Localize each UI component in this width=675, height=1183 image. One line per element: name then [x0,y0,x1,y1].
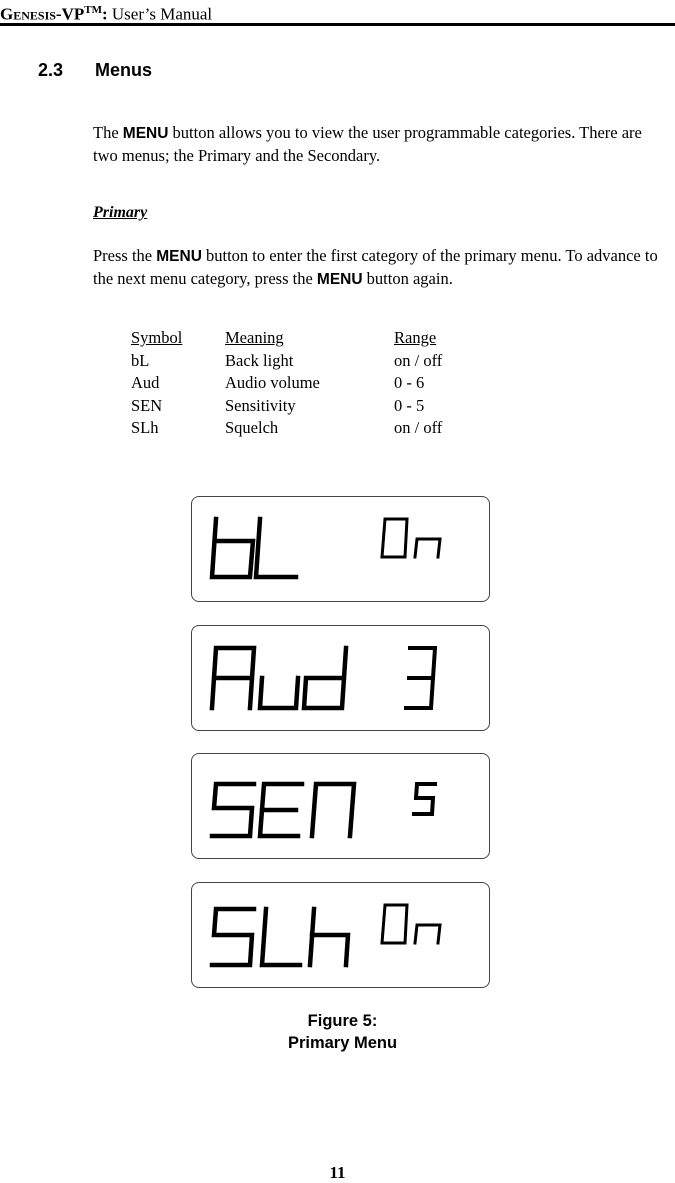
section-title: Menus [95,60,153,80]
table-cell: Back light [225,350,294,370]
col-header-meaning: Meaning [225,328,284,347]
lcd-label: SEN [194,756,196,757]
table-cell: on / off [394,418,443,437]
lcd-segments [192,883,491,989]
table-cell: SEN [131,395,163,415]
lcd-label: SLh [194,885,196,886]
table-cell: 0 - 5 [394,395,425,415]
running-header [0,0,675,26]
lcd-label: Aud [194,628,196,629]
table-header-row [131,327,531,350]
lcd-label: bL [194,499,196,500]
table-cell: 0 - 6 [394,373,425,392]
lcd-segments [192,626,491,732]
table-row [131,417,531,440]
menu-table [131,327,531,440]
lcd-value: 3 [194,630,195,631]
intro-paragraph [93,122,663,167]
product-name: Genesis-VP [0,4,85,24]
menu-keyword: MENU [316,271,363,288]
col-header-symbol: Symbol [131,328,183,347]
primary-text-1: Press the [93,246,157,265]
lcd-value: 5 [194,758,195,759]
lcd-value: On [194,501,196,502]
manual-title: User’s Manual [111,4,213,24]
primary-text-2: button to enter the first category of the primary menu. To advance to the next menu category, press the [93,246,658,288]
trademark: TM [84,4,102,16]
intro-text-1: The [93,123,123,142]
primary-text-3: button again. [362,269,453,288]
table-row [131,395,531,418]
page-number: 11 [329,1163,346,1182]
menu-keyword: MENU [122,125,169,142]
table-cell: Sensitivity [225,395,296,415]
lcd-display-audio [191,625,490,731]
lcd-display-backlight [191,496,490,602]
table-row [131,350,531,373]
header-colon: : [101,4,108,24]
col-header-range: Range [394,328,437,347]
table-cell: on / off [394,350,443,370]
lcd-segments [192,754,491,860]
primary-heading: Primary [93,204,148,221]
table-cell: bL [131,350,150,370]
table-cell: Aud [131,373,160,392]
figure-label: Figure 5: [307,1012,378,1030]
table-cell: Audio volume [225,373,320,392]
figure-title: Primary Menu [287,1034,398,1052]
primary-paragraph [93,245,663,291]
table-row [131,372,531,395]
table-cell: SLh [131,418,159,437]
section-number: 2.3 [38,60,64,80]
lcd-value: On [194,887,196,888]
lcd-segments [192,497,491,603]
table-cell: Squelch [225,418,279,437]
menu-keyword: MENU [156,248,202,265]
lcd-display-squelch [191,882,490,988]
lcd-display-sensitivity [191,753,490,859]
intro-text-2: button allows you to view the user programmable categories. There are two menus; the Primary and the Secondary. [93,123,642,165]
